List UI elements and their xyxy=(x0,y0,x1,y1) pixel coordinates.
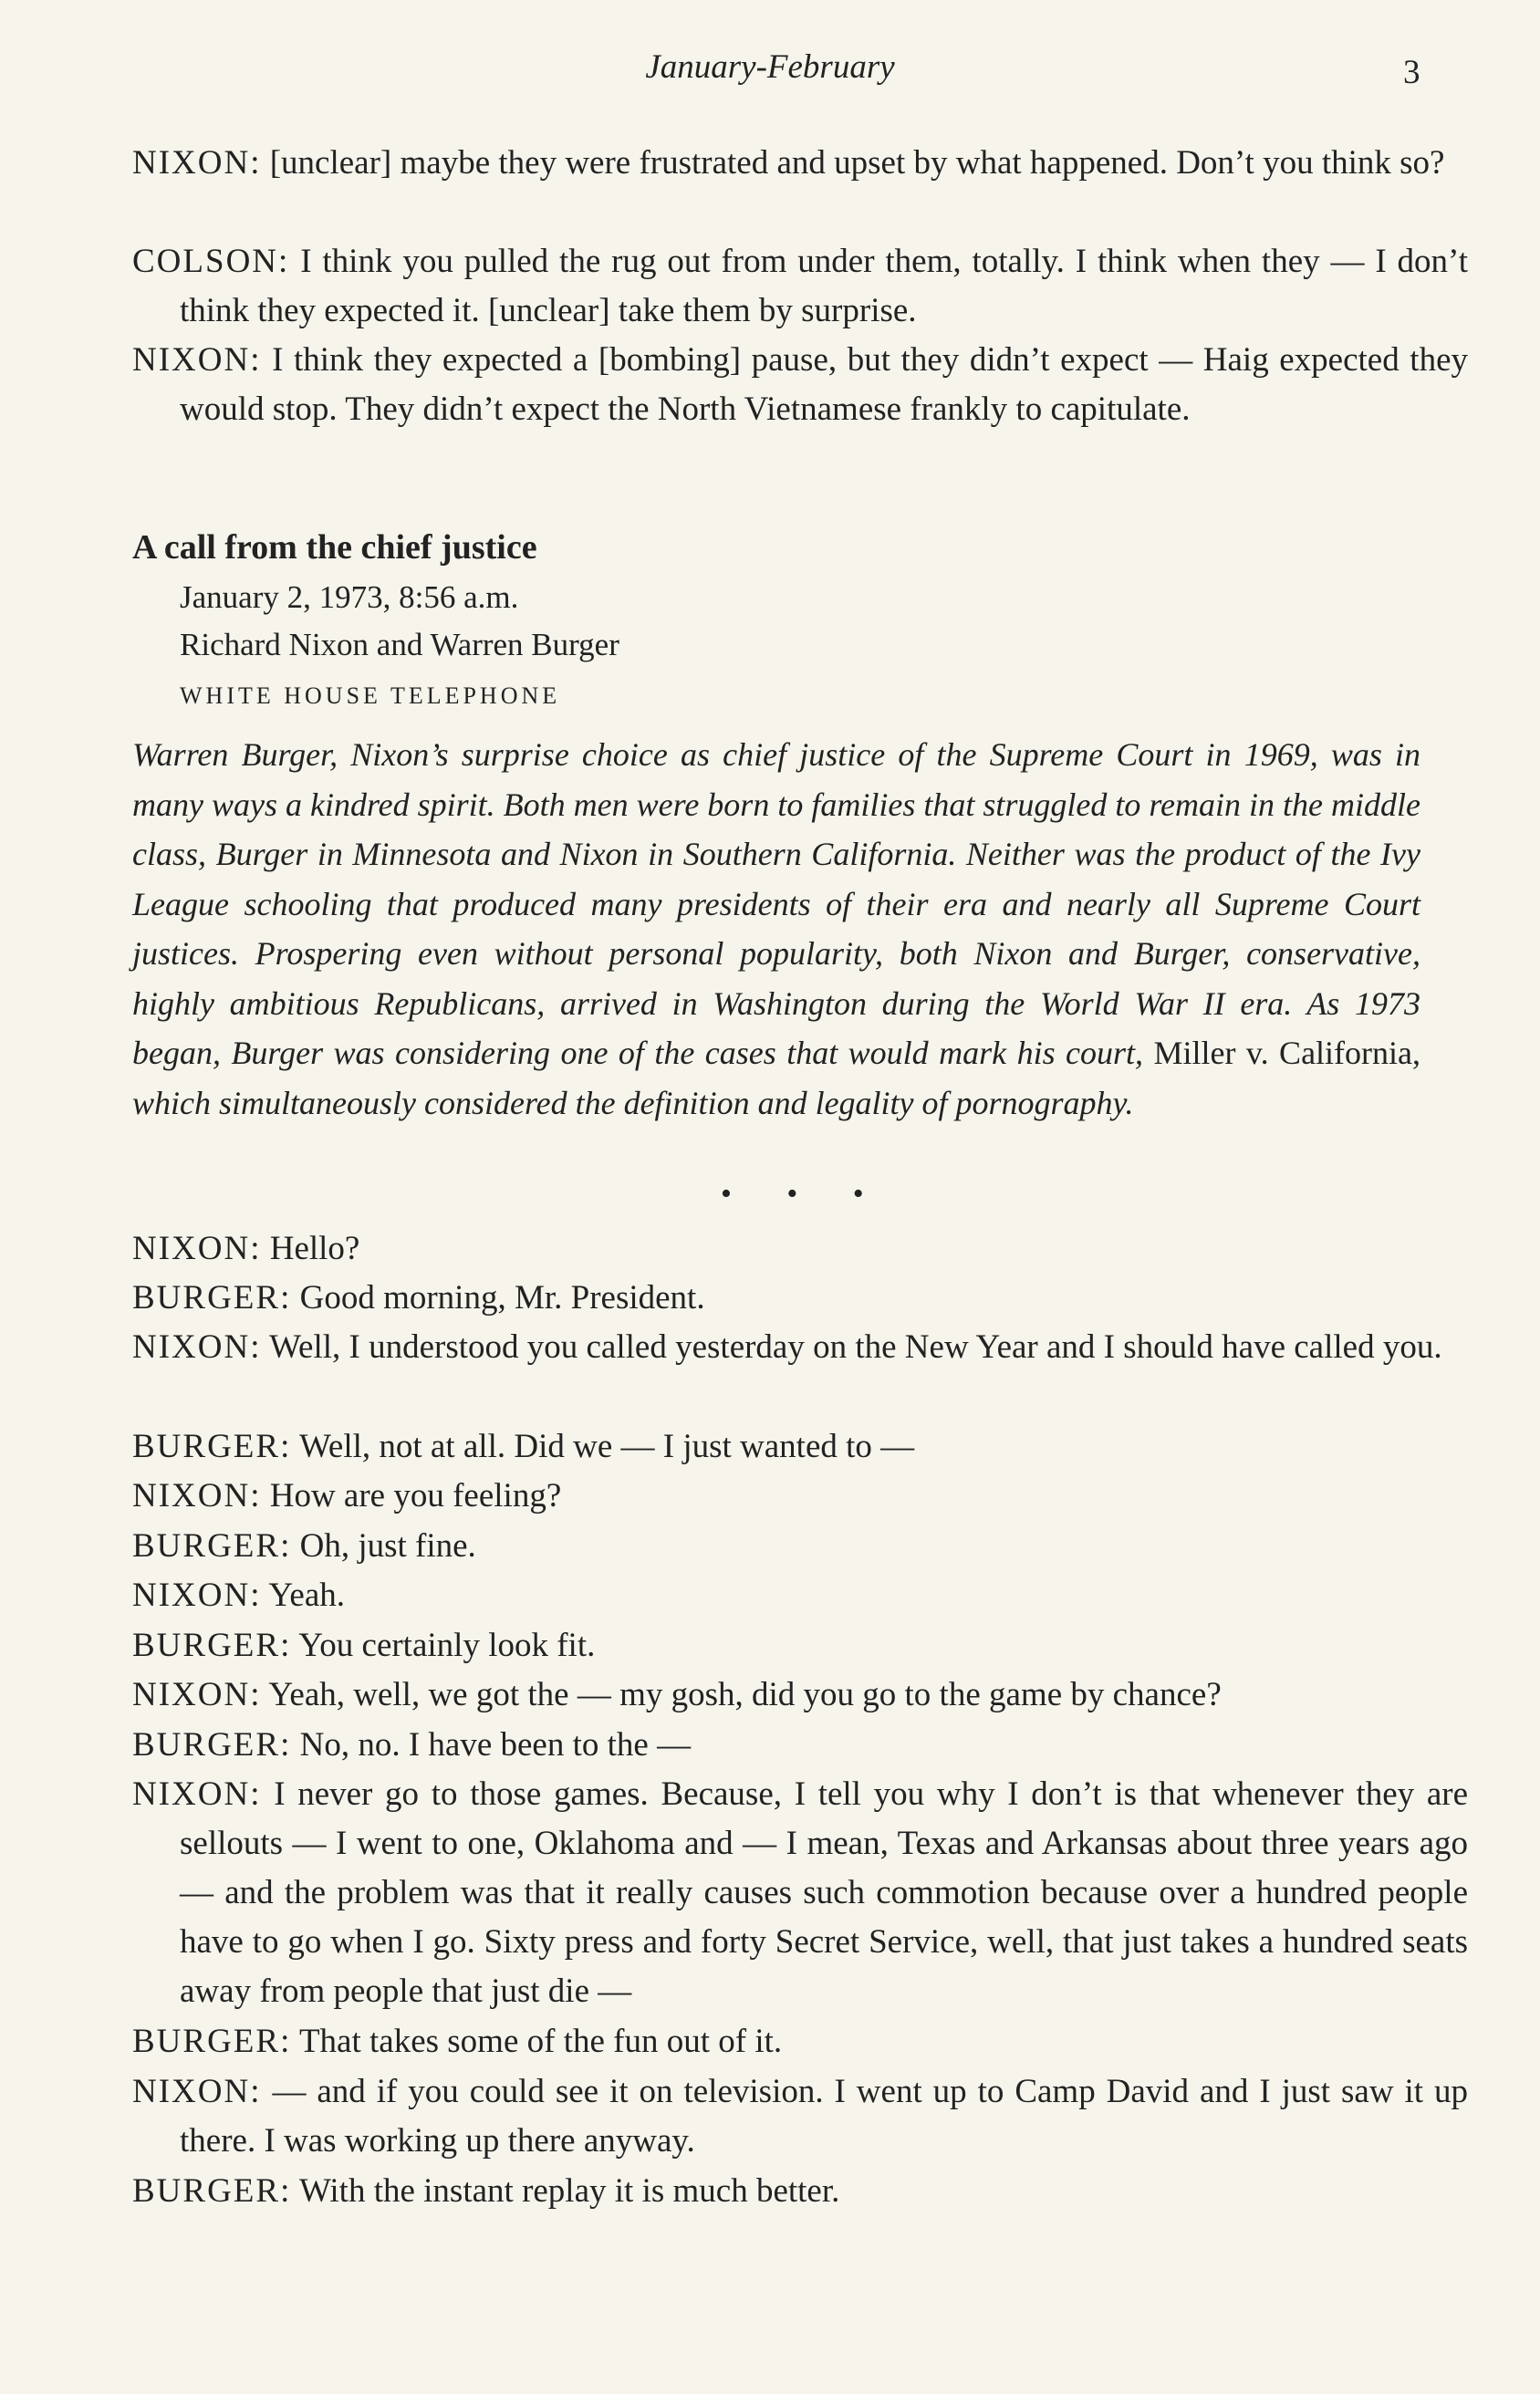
dialogue-line xyxy=(132,1721,1468,1770)
dialogue-line xyxy=(132,1571,1468,1620)
speaker-label: NIXON: xyxy=(132,1775,262,1813)
speech-text: Yeah, well, we got the — my gosh, did you go to the game by chance? xyxy=(268,1676,1222,1713)
speech-text: How are you feeling? xyxy=(269,1477,562,1514)
speech-text: I never go to those games. Because, I tell you why I don’t is that whenever they are sellouts — I went to one, Oklahoma and — I mean, Texas and Arkansas about three years ago — and the problem was that it really causes such commotion because over a hundred people have to go when I go. Sixty press and forty Secret Service, well, that just takes a hundred seats away from people that just die — xyxy=(180,1775,1469,2010)
dialogue-line xyxy=(132,2067,1468,2166)
speaker-label: BURGER: xyxy=(132,1627,292,1664)
speech-text: No, no. I have been to the — xyxy=(299,1726,692,1764)
conversation-participants: Richard Nixon and Warren Burger xyxy=(180,627,619,662)
intro-text: Warren Burger, Nixon’s surprise choice as chief justice of the Supreme Court in 1969, was in many ways a kindred spirit. Both men were born to families that struggled to remain in the middle class, Burger in Minnesota and Nixon in Southern California. Neither was the product of the Ivy League schooling that produced many presidents of their era and nearly all Supreme Court justices. Prospering even without personal popularity, both Nixon and Burger, conservative, highly ambitious Republicans, arrived in Washington during the World War II era. As 1973 began, Burger was considering one of the cases that would mark his court, xyxy=(132,736,1420,1071)
dialogue-line xyxy=(132,1621,1468,1671)
speaker-label: BURGER: xyxy=(132,1527,292,1565)
speaker-label: BURGER: xyxy=(132,2172,292,2210)
dialogue-line xyxy=(132,1770,1468,2016)
speech-text: [unclear] maybe they were frustrated and upset by what happened. Don’t you think so? xyxy=(269,144,1445,182)
dialogue-line xyxy=(132,1224,1468,1274)
dialogue-line xyxy=(132,2167,1468,2216)
dialogue-line xyxy=(132,237,1468,336)
dialogue-line xyxy=(132,1323,1468,1372)
speech-text: — and if you could see it on television. I went up to Camp David and I just saw it up there. I was working up there anyway. xyxy=(180,2073,1469,2160)
dialogue-line xyxy=(132,1671,1468,1720)
speaker-label: BURGER: xyxy=(132,1428,292,1465)
dialogue-line xyxy=(132,2017,1468,2066)
section-title: A call from the chief justice xyxy=(132,528,537,567)
dialogue-line xyxy=(132,1522,1468,1571)
speech-text: With the instant replay it is much better. xyxy=(298,2172,840,2210)
speaker-label: NIXON: xyxy=(132,1328,262,1366)
speech-text: Yeah. xyxy=(268,1577,345,1614)
speech-text: That takes some of the fun out of it. xyxy=(298,2023,783,2060)
section-introduction xyxy=(132,730,1420,1128)
speech-text: Well, I understood you called yesterday on the New Year and I should have called you. xyxy=(269,1328,1442,1366)
conversation-date: January 2, 1973, 8:56 a.m. xyxy=(180,579,519,615)
page-number: 3 xyxy=(1403,54,1420,91)
speaker-label: BURGER: xyxy=(132,2023,292,2060)
speaker-label: NIXON: xyxy=(132,341,262,379)
speaker-label: NIXON: xyxy=(132,1477,262,1514)
dialogue-line xyxy=(132,336,1468,434)
speech-text: I think you pulled the rug out from under them, totally. I think when they — I don’t think they expected it. [unclear] take them by surprise. xyxy=(180,243,1468,329)
speech-text: Good morning, Mr. President. xyxy=(299,1279,705,1317)
speech-text: Hello? xyxy=(269,1230,360,1267)
speaker-label: NIXON: xyxy=(132,1676,262,1713)
dialogue-line xyxy=(132,1472,1468,1521)
section-ornament: • • • xyxy=(721,1177,888,1211)
speaker-label: BURGER: xyxy=(132,1726,292,1764)
speaker-label: NIXON: xyxy=(132,1230,262,1267)
speech-text: I think they expected a [bombing] pause, but they didn’t expect — Haig expected they would stop. They didn’t expect the North Vietnamese frankly to capitulate. xyxy=(180,341,1469,428)
dialogue-line xyxy=(132,1274,1468,1323)
speaker-label: NIXON: xyxy=(132,144,262,182)
dialogue-line xyxy=(132,139,1468,188)
conversation-source: WHITE HOUSE TELEPHONE xyxy=(180,682,561,709)
speech-text: You certainly look fit. xyxy=(298,1627,596,1664)
running-head: January-February xyxy=(645,48,895,86)
case-name: Miller v. California, xyxy=(1153,1035,1421,1071)
speech-text: Well, not at all. Did we — I just wanted to — xyxy=(298,1428,915,1465)
dialogue-line xyxy=(132,1422,1468,1472)
intro-text-continued: which simultaneously considered the definition and legality of pornography. xyxy=(132,1084,1134,1121)
speaker-label: BURGER: xyxy=(132,1279,292,1317)
speaker-label: NIXON: xyxy=(132,1577,262,1614)
speech-text: Oh, just fine. xyxy=(299,1527,476,1565)
speaker-label: COLSON: xyxy=(132,243,290,280)
speaker-label: NIXON: xyxy=(132,2073,262,2110)
